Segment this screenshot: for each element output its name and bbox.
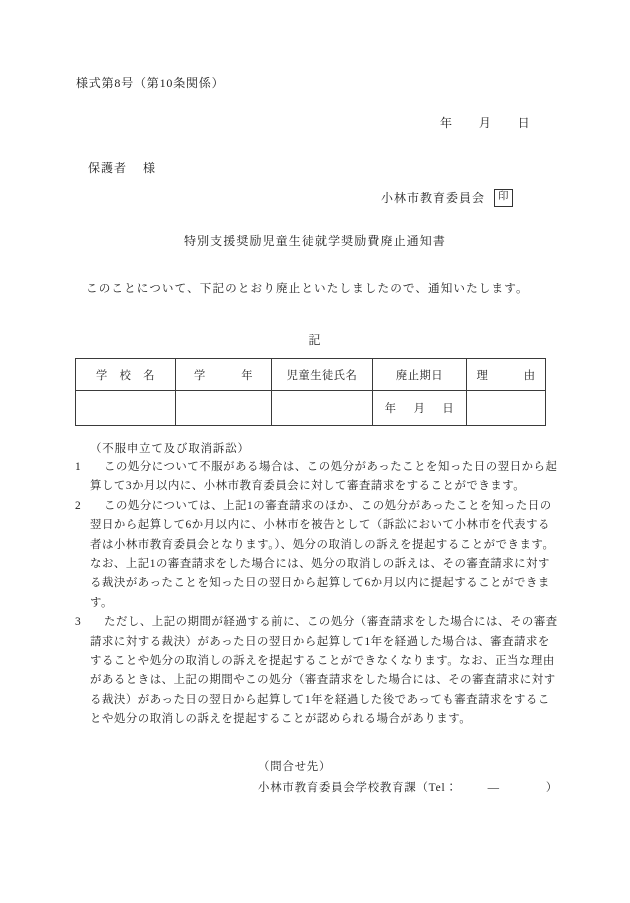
appeal-item-3-number: 3 [75,616,81,629]
contact-label: （問合せ先） [258,761,332,773]
header-abolition-date: 廃止期日 [373,359,467,391]
appeal-item-1-body [90,458,557,497]
appeal-section [75,440,558,730]
seal-stamp-box: 印 [494,189,513,207]
date-year-label: 年 [440,116,453,130]
appeal-item-2-line-2: 翌日から起算して6か月以内に、小林市を被告として（訴訟において小林市を代表する [90,519,550,532]
appeal-item-1-line-1: この処分について不服がある場合は、この処分があったことを知った日の翌日から起 [104,461,558,473]
table-header-row [76,359,546,391]
contact-section [258,757,558,799]
appeal-item-3-body [90,613,558,729]
header-school-name: 学 校 名 [76,359,176,391]
addressee-line [88,159,156,176]
appeal-item-2-line-6: す。 [90,596,113,609]
header-reason: 理 由 [467,359,546,391]
appeal-item-3-line-2: 請求に対する裁決）があった日の翌日から起算して1年を経過した場合は、審査請求を [90,635,550,648]
appeal-item-2-line-5: る裁決があったことを知った日の翌日から起算して6か月以内に提起することができま [90,577,550,590]
appeal-heading: （不服申立て及び取消訴訟） [90,443,250,455]
cell-school-name[interactable] [76,391,176,426]
table-row [76,391,546,426]
cell-student-name[interactable] [272,391,373,426]
cell-grade[interactable] [176,391,272,426]
contact-office-line [258,778,558,799]
appeal-item-3-line-3: することや処分の取消しの訴えを提起することができなくなります。なお、正当な理由 [90,655,555,668]
contact-tel-prefix: （Tel： [416,782,458,794]
appeal-item-3 [75,613,558,729]
header-student-name: 児童生徒氏名 [272,359,373,391]
date-day-label: 日 [517,116,531,130]
appeal-item-2-body [90,497,554,613]
appeal-item-2-number: 2 [75,499,81,512]
appeal-item-2 [75,497,553,613]
document-title: 特別支援奨励児童生徒就学奨励費廃止通知書 [183,234,446,248]
issuer-name: 小林市教育委員会 [381,191,486,206]
appeal-item-2-line-4: なお、上記1の審査請求をした場合には、処分の取消しの訴えは、その審査請求に対す [90,558,550,571]
issuer-line [381,189,513,207]
form-number: 様式第8号（第10条関係） [76,76,225,90]
appeal-item-1-number: 1 [75,461,81,473]
appeal-item-1-line-2: 算して3か月以内に、小林市教育委員会に対して審査請求をすることができます。 [90,480,526,493]
cell-date-month: 月 [413,403,426,415]
cell-reason[interactable] [467,391,546,426]
details-table [75,358,546,426]
addressee-label: 保護者 [88,161,128,175]
appeal-item-2-line-1: この処分については、上記1の審査請求のほか、この処分があったことを知った日の [104,499,552,512]
cell-date-day: 日 [442,403,455,415]
contact-tel-suffix: ） [545,782,559,794]
contact-office: 小林市教育委員会学校教育課 [258,782,417,794]
contact-tel-dash: ― [487,782,500,794]
appeal-item-2-line-3: 者は小林市教育委員会となります。）、処分の取消しの訴えを提起することができます。 [90,538,555,551]
date-month-label: 月 [478,116,492,130]
cell-date-year: 年 [384,403,397,415]
intro-paragraph: このことについて、下記のとおり廃止といたしましたので、通知いたします。 [86,282,529,295]
appeal-item-3-line-4: があるときは、上記の期間やこの処分（審査請求をした場合には、その審査請求に対す [90,674,556,687]
appeal-item-3-line-6: とや処分の取消しの訴えを提起することが認められる場合があります。 [90,713,472,726]
header-grade: 学 年 [176,359,272,391]
addressee-honorific: 様 [143,161,157,175]
ki-marker: 記 [308,333,322,347]
appeal-item-3-line-1: ただし、上記の期間が経過する前に、この処分（審査請求をした場合には、その審査 [104,616,558,629]
appeal-item-3-line-5: る裁決）があった日の翌日から起算して1年を経過した後であっても審査請求をするこ [90,693,550,706]
details-table-wrapper [75,358,540,426]
date-line [440,114,530,131]
cell-abolition-date[interactable] [373,391,467,426]
appeal-item-1 [75,458,558,497]
